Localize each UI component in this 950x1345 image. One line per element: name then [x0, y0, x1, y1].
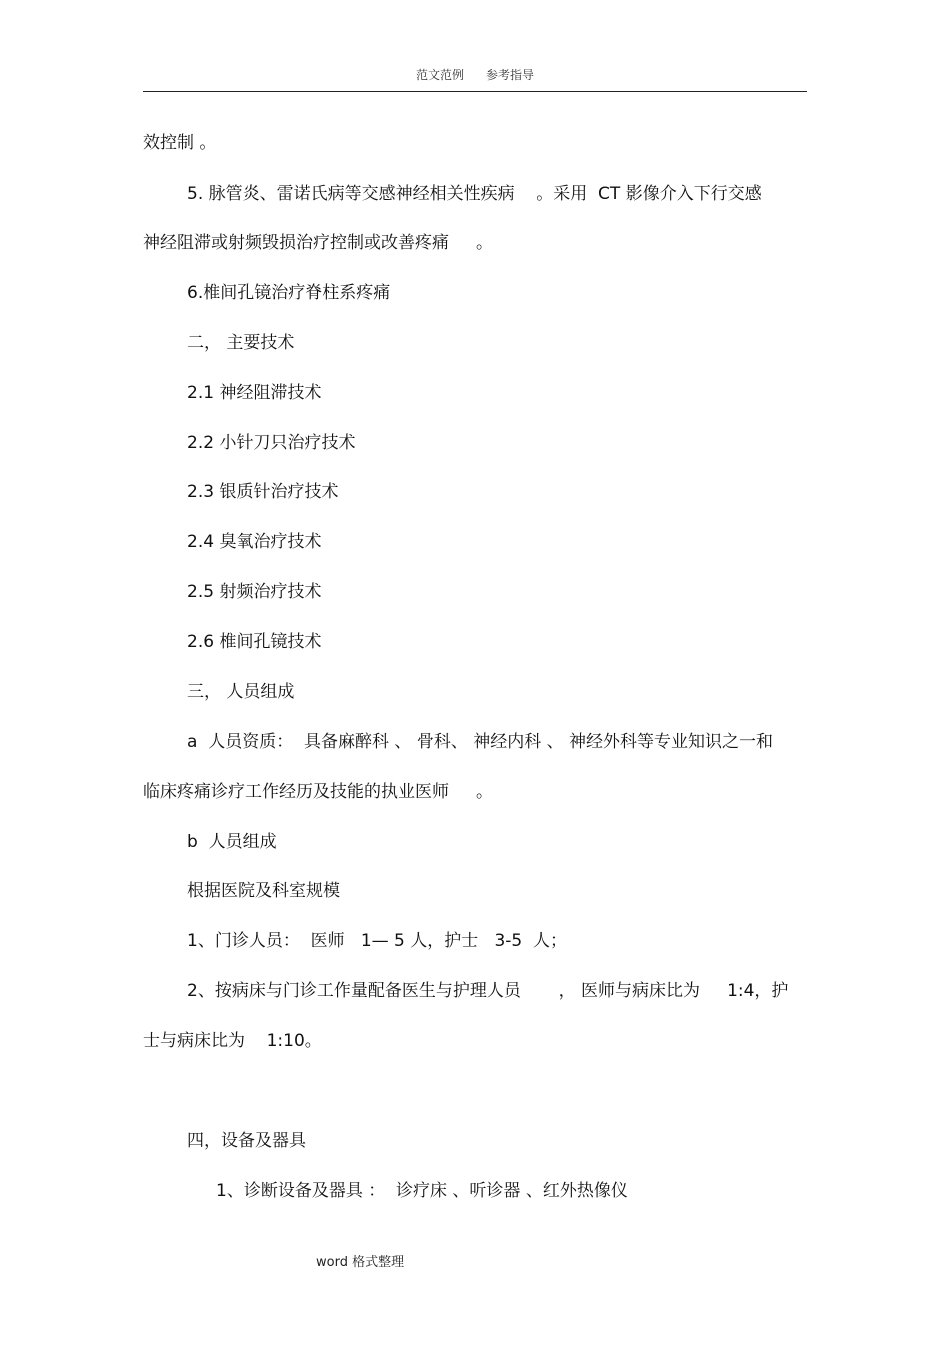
- text-line: 临床疼痛诊疗工作经历及技能的执业医师 。: [143, 782, 494, 802]
- text-line: 2、按病床与门诊工作量配备医生与护理人员 ， 医师与病床比为 1:4，护: [187, 981, 789, 1001]
- text-line: 2.3 银质针治疗技术: [187, 482, 339, 502]
- text-line: 1、诊断设备及器具 ： 诊疗床 、听诊器 、红外热像仪: [216, 1181, 628, 1201]
- header-right: 参考指导: [486, 68, 535, 82]
- page-header: [143, 66, 807, 83]
- text-line: 神经阻滞或射频毁损治疗控制或改善疼痛 。: [143, 233, 494, 253]
- text-line: 2.6 椎间孔镜技术: [187, 632, 322, 652]
- text-line: 6.椎间孔镜治疗脊柱系疼痛: [187, 283, 391, 303]
- text-line: 士与病床比为 1:10。: [143, 1031, 322, 1051]
- text-line: 2.1 神经阻滞技术: [187, 383, 322, 403]
- page-footer: word 格式整理: [316, 1255, 405, 1270]
- text-line: 5. 脉管炎、雷诺氏病等交感神经相关性疾病 。采用 CT 影像介入下行交感: [187, 184, 762, 204]
- text-line: 1、门诊人员： 医师 1— 5 人，护士 3-5 人；: [187, 931, 568, 951]
- section-heading: 三， 人员组成: [187, 682, 295, 702]
- text-line: b 人员组成: [187, 832, 277, 852]
- text-line: 2.4 臭氧治疗技术: [187, 532, 322, 552]
- text-line: 2.2 小针刀只治疗技术: [187, 433, 356, 453]
- text-line: 效控制 。: [143, 133, 217, 153]
- text-line: a 人员资质： 具备麻醉科 、 骨科、 神经内科 、 神经外科等专业知识之一和: [187, 732, 774, 752]
- section-heading: 四，设备及器具: [187, 1131, 306, 1151]
- header-left: 范文范例: [415, 68, 464, 82]
- section-heading: 二， 主要技术: [187, 333, 295, 353]
- header-rule: [143, 91, 807, 92]
- text-line: 根据医院及科室规模: [187, 881, 340, 901]
- text-line: 2.5 射频治疗技术: [187, 582, 322, 602]
